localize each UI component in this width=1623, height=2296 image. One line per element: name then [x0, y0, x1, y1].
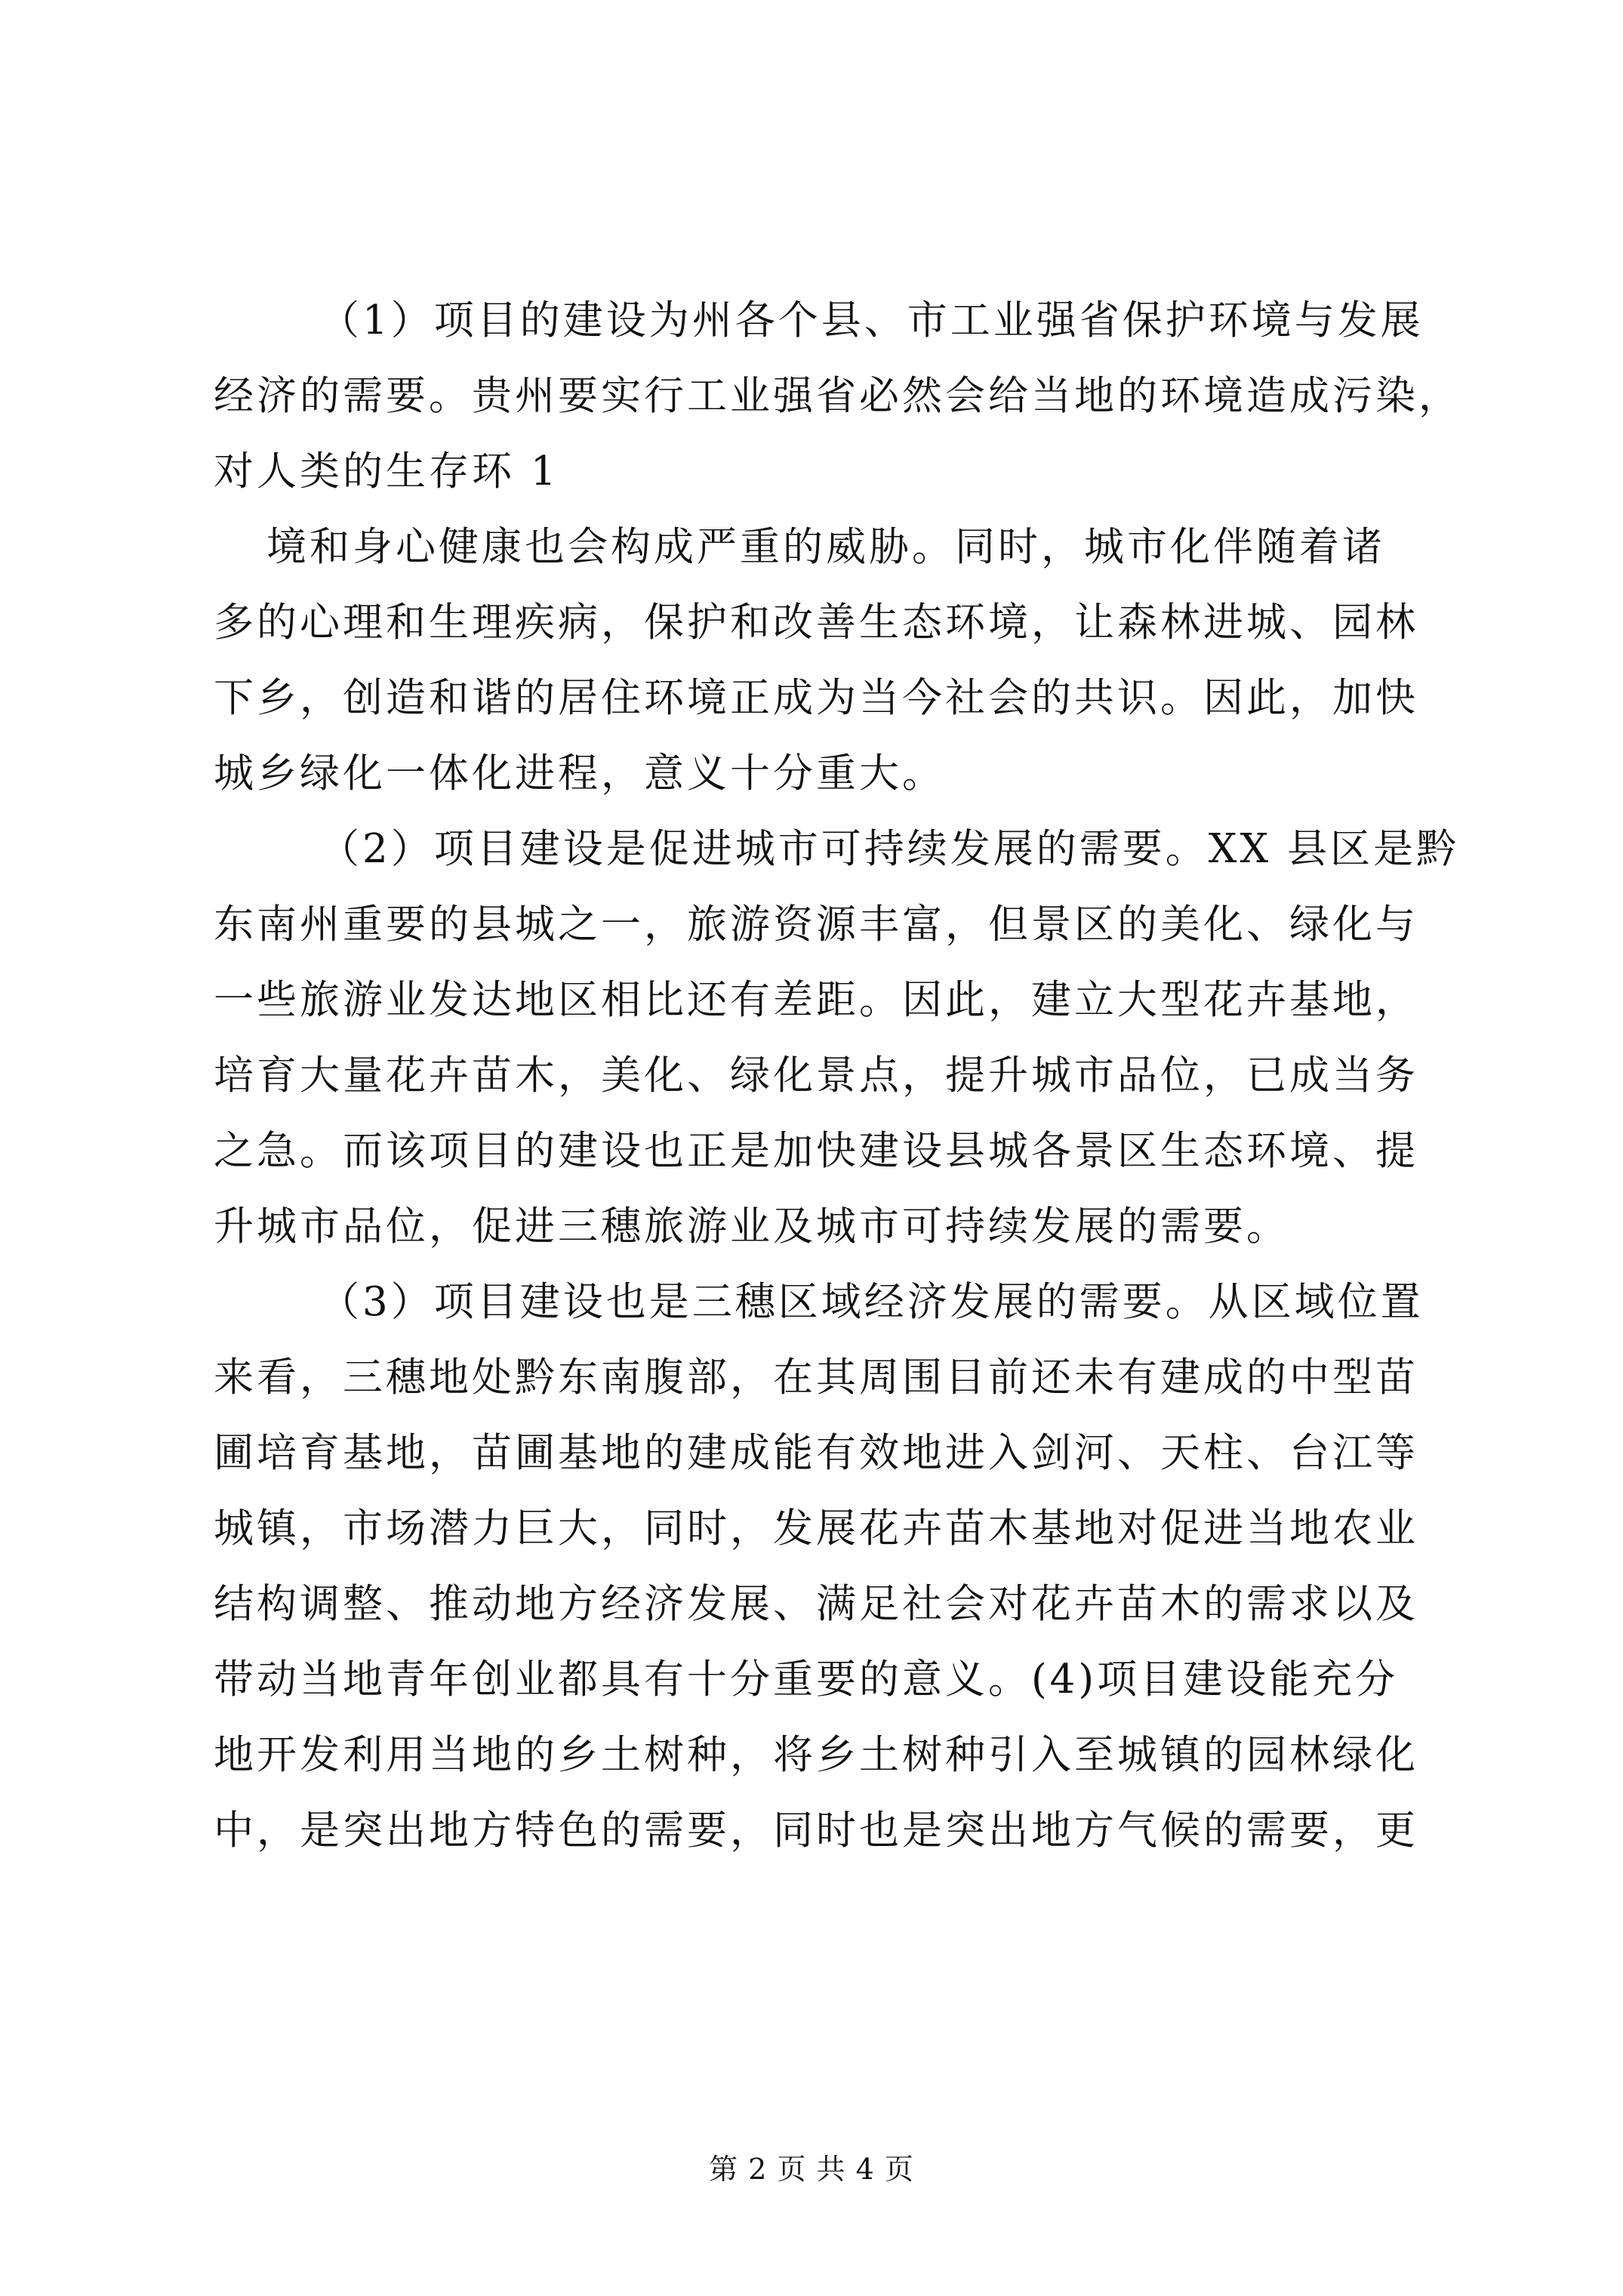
text-line: 境和身心健康也会构成严重的威胁。同时，城市化伴随着诸: [266, 524, 1385, 570]
text-line: 城乡绿化一体化进程，意义十分重大。: [214, 750, 945, 797]
text-line: 结构调整、推动地方经济发展、满足社会对花卉苗木的需求以及: [214, 1581, 1418, 1627]
text-line: 东南州重要的县城之一，旅游资源丰富，但景区的美化、绿化与: [214, 901, 1418, 948]
text-line: 对人类的生存环 1: [214, 448, 559, 495]
text-line: 下乡，创造和谐的居住环境正成为当今社会的共识。因此，加快: [214, 675, 1418, 721]
text-line: 一些旅游业发达地区相比还有差距。因此，建立大型花卉基地，: [214, 977, 1418, 1023]
document-body: [214, 283, 1461, 1869]
text-line: （1）项目的建设为州各个县、市工业强省保护环境与发展: [319, 297, 1424, 344]
text-line: 升城市品位，促进三穗旅游业及城市可持续发展的需要。: [214, 1203, 1289, 1250]
text-line: 培育大量花卉苗木，美化、绿化景点，提升城市品位，已成当务: [214, 1052, 1418, 1099]
text-line: 带动当地青年创业都具有十分重要的意义。(4)项目建设能充分: [214, 1657, 1399, 1703]
text-line: 之急。而该项目的建设也正是加快建设县城各景区生态环境、提: [214, 1128, 1418, 1174]
text-line: （3）项目建设也是三穗区域经济发展的需要。从区域位置: [319, 1279, 1424, 1325]
text-line: 多的心理和生理疾病，保护和改善生态环境，让森林进城、园林: [214, 599, 1418, 646]
text-line: 城镇，市场潜力巨大，同时，发展花卉苗木基地对促进当地农业: [214, 1505, 1418, 1552]
text-line: 中，是突出地方特色的需要，同时也是突出地方气候的需要，更: [214, 1808, 1418, 1854]
text-line: 地开发利用当地的乡土树种，将乡土树种引入至城镇的园林绿化: [214, 1732, 1418, 1778]
text-line: （2）项目建设是促进城市可持续发展的需要。XX 县区是黔: [319, 826, 1460, 872]
page-number-footer: 第 2 页 共 4 页: [709, 2153, 914, 2186]
text-line: 圃培育基地，苗圃基地的建成能有效地进入剑河、天柱、台江等: [214, 1430, 1418, 1476]
text-line: 来看，三穗地处黔东南腹部，在其周围目前还未有建成的中型苗: [214, 1354, 1418, 1401]
text-line: 经济的需要。贵州要实行工业强省必然会给当地的环境造成污染，: [214, 373, 1461, 419]
